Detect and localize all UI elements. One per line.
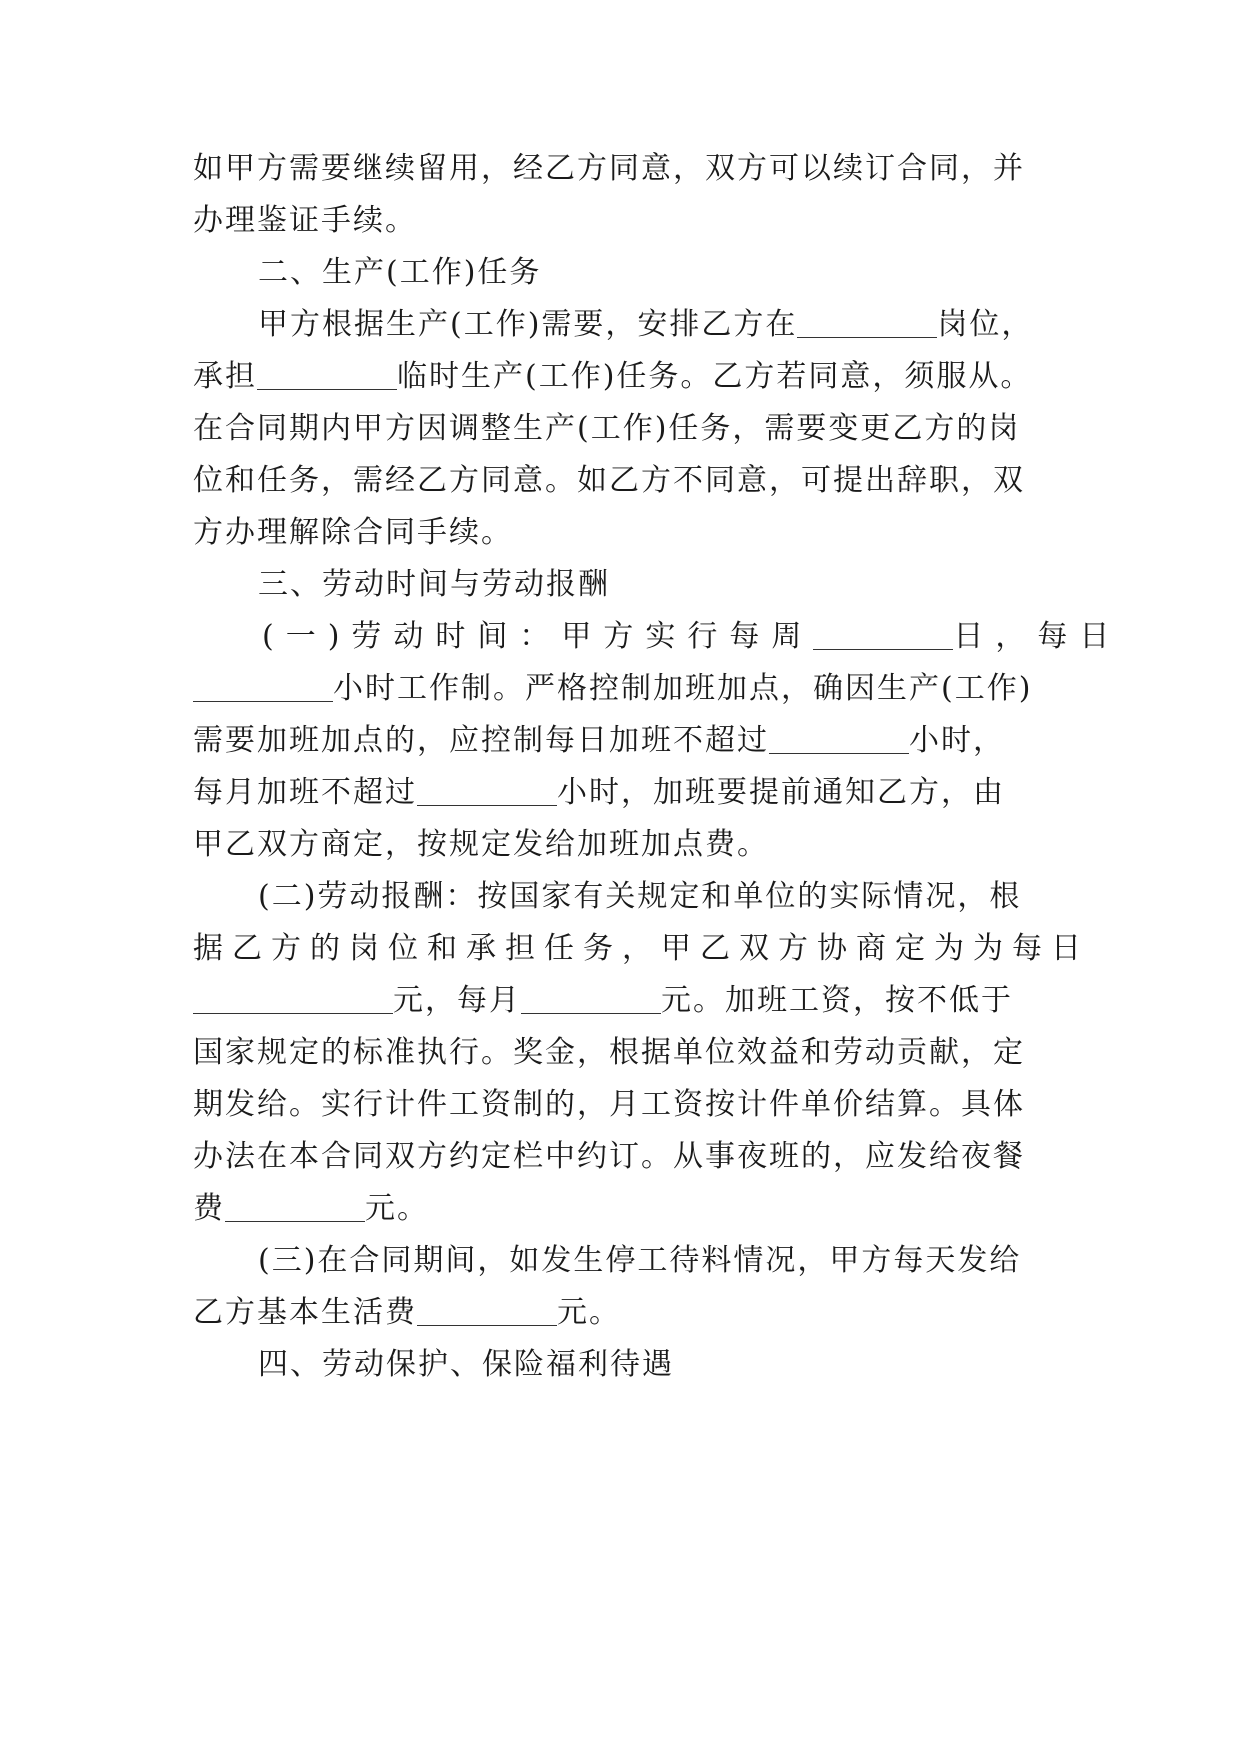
fill-in-blank-post[interactable] bbox=[797, 307, 937, 338]
paragraph-line bbox=[193, 461, 1025, 501]
text-run: 国家规定的标准执行。奖金，根据单位效益和劳动贡献，定 bbox=[193, 1035, 1025, 1070]
text-run: 元。 bbox=[557, 1295, 621, 1330]
text-run: 位和任务，需经乙方同意。如乙方不同意，可提出辞职，双 bbox=[193, 463, 1025, 498]
text-run: 元，每月 bbox=[393, 983, 521, 1018]
paragraph-line bbox=[258, 305, 1033, 345]
section-heading-working-hours-pay bbox=[258, 565, 610, 605]
text-run: 小时工作制。严格控制加班加点，确因生产(工作) bbox=[333, 671, 1033, 706]
paragraph-line bbox=[262, 617, 1121, 657]
section-heading-production-tasks bbox=[258, 253, 541, 293]
paragraph-line bbox=[193, 669, 1032, 709]
paragraph-line bbox=[193, 357, 1032, 397]
text-run: 费 bbox=[193, 1191, 225, 1226]
paragraph-line bbox=[193, 149, 1025, 189]
paragraph-line bbox=[258, 1241, 1021, 1281]
fill-in-blank-daily-wage[interactable] bbox=[193, 983, 393, 1014]
paragraph-line bbox=[193, 1189, 429, 1229]
text-run: 元。 bbox=[365, 1191, 429, 1226]
heading-text: 四、劳动保护、保险福利待遇 bbox=[258, 1347, 674, 1382]
fill-in-blank-task[interactable] bbox=[257, 359, 397, 390]
paragraph-line bbox=[193, 773, 1005, 813]
text-run: 期发给。实行计件工资制的，月工资按计件单价结算。具体 bbox=[193, 1087, 1025, 1122]
text-run: 在合同期内甲方因调整生产(工作)任务，需要变更乙方的岗 bbox=[193, 411, 1021, 446]
paragraph-line bbox=[193, 1293, 621, 1333]
text-run: (二)劳动报酬：按国家有关规定和单位的实际情况，根 bbox=[258, 879, 1022, 914]
text-run: (三)在合同期间，如发生停工待料情况，甲方每天发给 bbox=[258, 1243, 1022, 1278]
text-run: 需要加班加点的，应控制每日加班不超过 bbox=[193, 723, 769, 758]
paragraph-line bbox=[193, 825, 769, 865]
paragraph-line bbox=[193, 409, 1020, 449]
heading-text: 三、劳动时间与劳动报酬 bbox=[258, 567, 610, 602]
fill-in-blank-monthly-wage[interactable] bbox=[521, 983, 661, 1014]
text-run: 办法在本合同双方约定栏中约订。从事夜班的，应发给夜餐 bbox=[193, 1139, 1025, 1174]
text-run: 岗位， bbox=[937, 307, 1034, 342]
text-run: 方办理解除合同手续。 bbox=[193, 515, 513, 550]
fill-in-blank-living-allowance[interactable] bbox=[417, 1295, 557, 1326]
text-run: 甲乙双方商定，按规定发给加班加点费。 bbox=[193, 827, 769, 862]
text-run: 每月加班不超过 bbox=[193, 775, 417, 810]
fill-in-blank-monthly-overtime[interactable] bbox=[417, 775, 557, 806]
paragraph-line bbox=[193, 1085, 1025, 1125]
paragraph-line bbox=[193, 201, 417, 241]
text-run: 日，每日 bbox=[953, 619, 1122, 654]
paragraph-line bbox=[193, 981, 1013, 1021]
paragraph-line bbox=[193, 1033, 1025, 1073]
text-run: 小时，加班要提前通知乙方，由 bbox=[557, 775, 1005, 810]
paragraph-line bbox=[258, 877, 1021, 917]
text-run: 承担 bbox=[193, 359, 257, 394]
heading-text: 二、生产(工作)任务 bbox=[258, 255, 542, 290]
text-run: 临时生产(工作)任务。乙方若同意，须服从。 bbox=[397, 359, 1033, 394]
section-heading-labor-protection bbox=[258, 1345, 674, 1385]
paragraph-line bbox=[193, 1137, 1025, 1177]
paragraph-line bbox=[193, 721, 1005, 761]
fill-in-blank-days-per-week[interactable] bbox=[813, 619, 953, 650]
fill-in-blank-night-meal-fee[interactable] bbox=[225, 1191, 365, 1222]
fill-in-blank-hours-per-day[interactable] bbox=[193, 671, 333, 702]
text-run: 乙方基本生活费 bbox=[193, 1295, 417, 1330]
text-run: 据乙方的岗位和承担任务，甲乙双方协商定为为每日 bbox=[193, 931, 1090, 966]
paragraph-line bbox=[193, 929, 1090, 969]
text-run: 甲方根据生产(工作)需要，安排乙方在 bbox=[258, 307, 798, 342]
text-run: 小时， bbox=[909, 723, 1005, 758]
text-run: (一)劳动时间：甲方实行每周 bbox=[262, 619, 814, 654]
text-run: 办理鉴证手续。 bbox=[193, 203, 417, 238]
text-run: 元。加班工资，按不低于 bbox=[661, 983, 1013, 1018]
paragraph-line bbox=[193, 513, 513, 553]
fill-in-blank-daily-overtime[interactable] bbox=[769, 723, 909, 754]
text-run: 如甲方需要继续留用，经乙方同意，双方可以续订合同，并 bbox=[193, 151, 1025, 186]
